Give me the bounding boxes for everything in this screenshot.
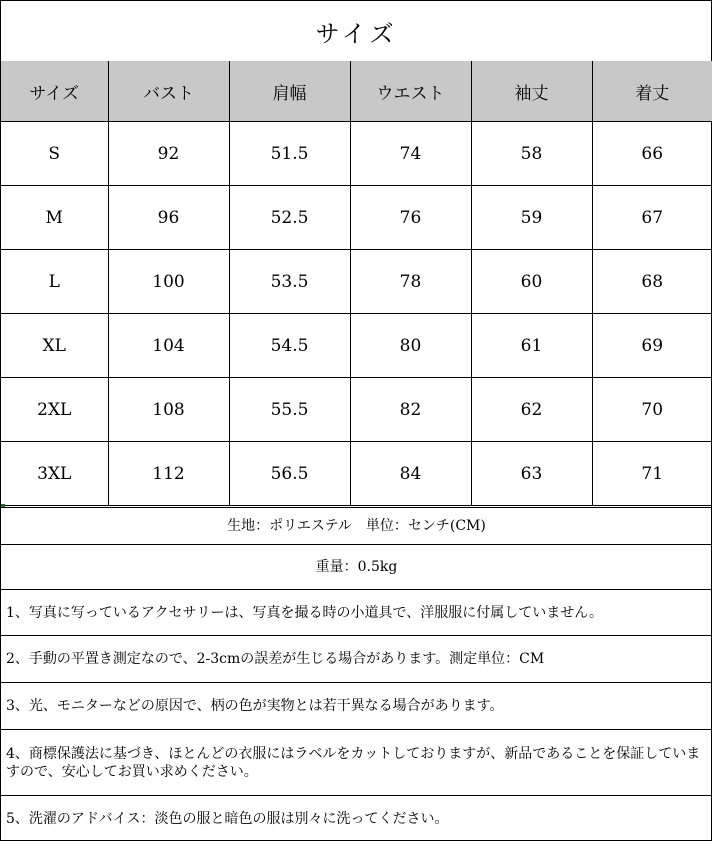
- table-cell: XL: [1, 314, 108, 378]
- table-row: [1, 250, 712, 314]
- table-cell: 92: [108, 122, 229, 186]
- table-cell: 74: [350, 122, 471, 186]
- table-cell: 3XL: [1, 442, 108, 506]
- table-cell: 59: [471, 186, 592, 250]
- table-cell: S: [1, 122, 108, 186]
- table-row: [1, 314, 712, 378]
- table-row: [1, 442, 712, 506]
- note-text: 1、写真に写っているアクセサリーは、写真を撮る時の小道具で、洋服服に付属していません。: [6, 604, 604, 621]
- header-waist: ウエスト: [350, 61, 471, 122]
- table-cell: M: [1, 186, 108, 250]
- table-cell: 61: [471, 314, 592, 378]
- note-text: 4、商標保護法に基づき、ほとんどの衣服にはラベルをカットしておりますが、新品であることを保証していますので、安心してお買い求めください。: [6, 745, 701, 780]
- note-text: 5、洗濯のアドバイス：淡色の服と暗色の服は別々に洗ってください。: [6, 810, 449, 827]
- table-cell: 69: [592, 314, 712, 378]
- header-size: サイズ: [1, 61, 108, 122]
- table-cell: 78: [350, 250, 471, 314]
- table-header-row: [1, 61, 712, 122]
- table-cell: 112: [108, 442, 229, 506]
- fabric-unit-row: [1, 507, 712, 544]
- weight-text: 重量：0.5kg: [315, 559, 398, 575]
- header-length: 着丈: [592, 61, 712, 122]
- table-cell: 55.5: [229, 378, 350, 442]
- table-cell: 104: [108, 314, 229, 378]
- weight-row: [1, 544, 712, 589]
- note-row: [1, 795, 712, 841]
- table-cell: L: [1, 250, 108, 314]
- table-cell: 51.5: [229, 122, 350, 186]
- note-row: [1, 635, 712, 682]
- table-cell: 84: [350, 442, 471, 506]
- table-row: [1, 378, 712, 442]
- table-cell: 56.5: [229, 442, 350, 506]
- table-row: [1, 186, 712, 250]
- size-table: [1, 61, 712, 506]
- table-cell: 62: [471, 378, 592, 442]
- table-cell: 80: [350, 314, 471, 378]
- note-text: 3、光、モニターなどの原因で、柄の色が実物とは若干異なる場合があります。: [6, 698, 504, 714]
- table-cell: 70: [592, 378, 712, 442]
- table-cell: 96: [108, 186, 229, 250]
- table-cell: 54.5: [229, 314, 350, 378]
- note-row: [1, 682, 712, 729]
- table-cell: 52.5: [229, 186, 350, 250]
- note-row: [1, 729, 712, 795]
- table-cell: 2XL: [1, 378, 108, 442]
- table-cell: 66: [592, 122, 712, 186]
- table-cell: 60: [471, 250, 592, 314]
- header-bust: バスト: [108, 61, 229, 122]
- table-cell: 100: [108, 250, 229, 314]
- table-cell: 67: [592, 186, 712, 250]
- note-row: [1, 589, 712, 635]
- table-cell: 76: [350, 186, 471, 250]
- note-text: 2、手動の平置き測定なので、2-3cmの誤差が生じる場合があります。測定単位：CM: [6, 651, 545, 667]
- header-sleeve: 袖丈: [471, 61, 592, 122]
- table-cell: 71: [592, 442, 712, 506]
- header-shoulder: 肩幅: [229, 61, 350, 122]
- table-cell: 63: [471, 442, 592, 506]
- table-cell: 82: [350, 378, 471, 442]
- table-cell: 68: [592, 250, 712, 314]
- table-row: [1, 122, 712, 186]
- table-cell: 108: [108, 378, 229, 442]
- fabric-unit-text: 生地：ポリエステル 単位：センチ(CM): [227, 518, 486, 534]
- table-cell: 58: [471, 122, 592, 186]
- table-cell: 53.5: [229, 250, 350, 314]
- page-title: サイズ: [1, 1, 712, 62]
